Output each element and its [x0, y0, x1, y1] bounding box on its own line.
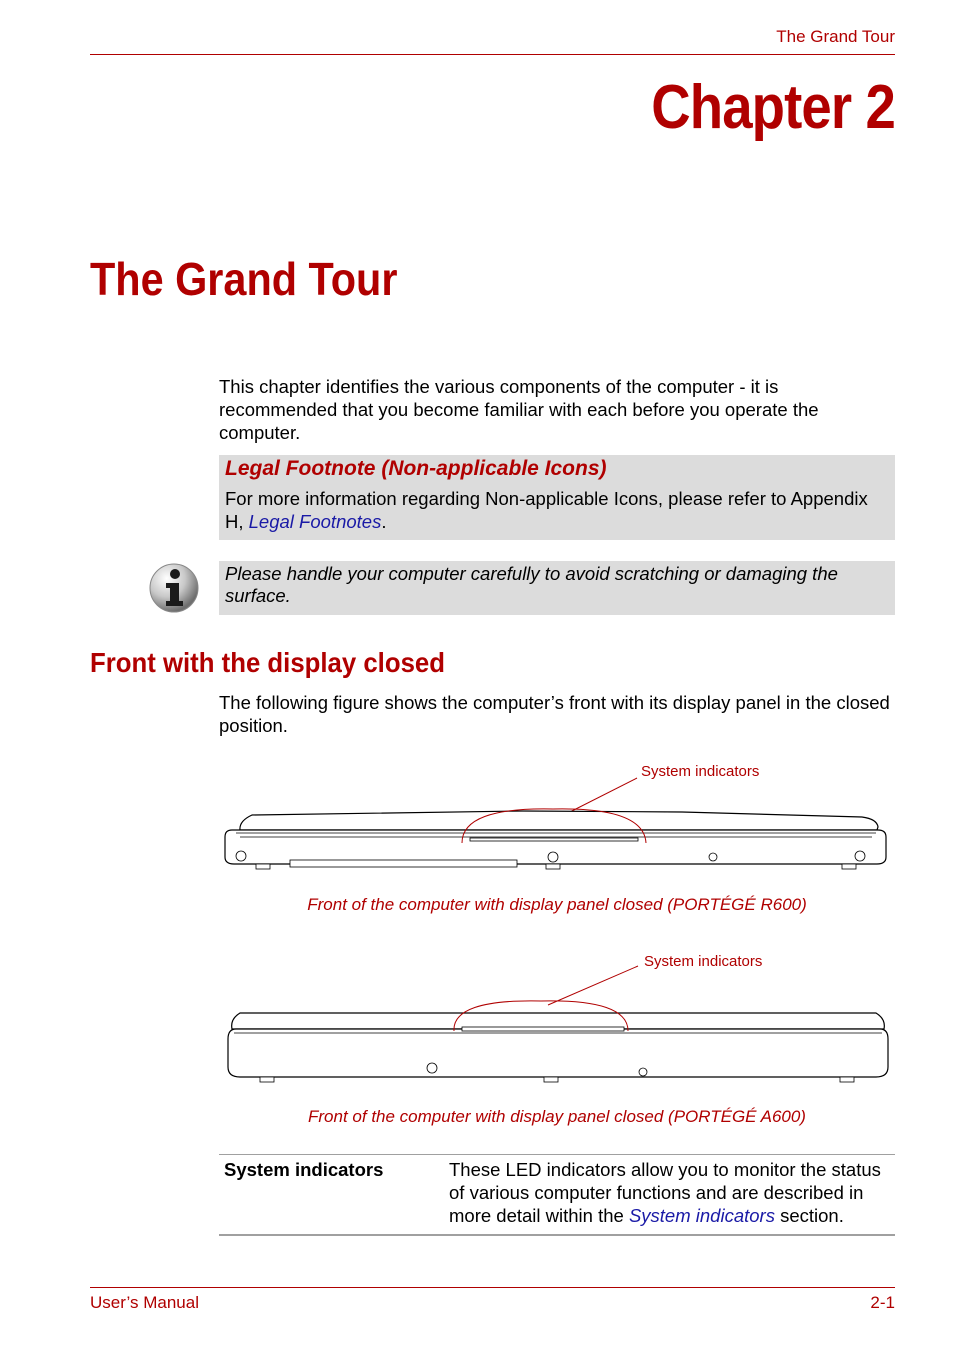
laptop-a600-front-illustration [226, 963, 892, 1083]
figure-2-caption: Front of the computer with display panel closed (PORTÉGÉ A600) [308, 1107, 806, 1126]
figure-2-callout: System indicators [644, 953, 763, 970]
legal-footnote-text [225, 487, 889, 533]
footer-rule [90, 1287, 895, 1288]
section-heading: Front with the display closed [90, 647, 445, 678]
definition-text-after: section. [774, 1205, 844, 1226]
figure-1-caption: Front of the computer with display panel closed (PORTÉGÉ R600) [307, 895, 807, 914]
definitions-table [219, 1154, 895, 1236]
intro-paragraph: This chapter identifies the various components of the computer - it is recommended that you become familiar with each before you operate the computer. [219, 376, 819, 443]
table-row [219, 1155, 895, 1236]
legal-footnote-text-before: For more information regarding Non-applicable Icons, please refer to Appendix H, [225, 488, 868, 532]
legal-footnote-box [219, 455, 895, 540]
legal-footnote-title: Legal Footnote (Non-applicable Icons) [225, 457, 607, 480]
info-icon [148, 562, 200, 614]
definition-term: System indicators [219, 1155, 444, 1236]
laptop-r600-front-illustration [222, 775, 892, 875]
page-number: 2-1 [870, 1293, 895, 1312]
info-note-text: Please handle your computer carefully to avoid scratching or damaging the surface. [225, 563, 838, 606]
running-header: The Grand Tour [776, 27, 895, 46]
figure-1-callout: System indicators [641, 763, 760, 780]
legal-footnotes-link[interactable]: Legal Footnotes [248, 511, 382, 532]
header-rule [90, 54, 895, 55]
info-note-box [219, 561, 895, 615]
chapter-title: The Grand Tour [90, 253, 398, 305]
footer-manual-label: User’s Manual [90, 1293, 199, 1312]
legal-footnote-text-after: . [381, 511, 387, 532]
chapter-label: Chapter 2 [651, 73, 895, 142]
definition-text-before: These LED indicators allow you to monitor the status of various computer functions and are described in more detail within the [449, 1159, 881, 1226]
system-indicators-link[interactable]: System indicators [628, 1205, 775, 1226]
definition-text [444, 1155, 895, 1236]
section-paragraph: The following figure shows the computer’s front with its display panel in the closed position. [219, 692, 890, 736]
